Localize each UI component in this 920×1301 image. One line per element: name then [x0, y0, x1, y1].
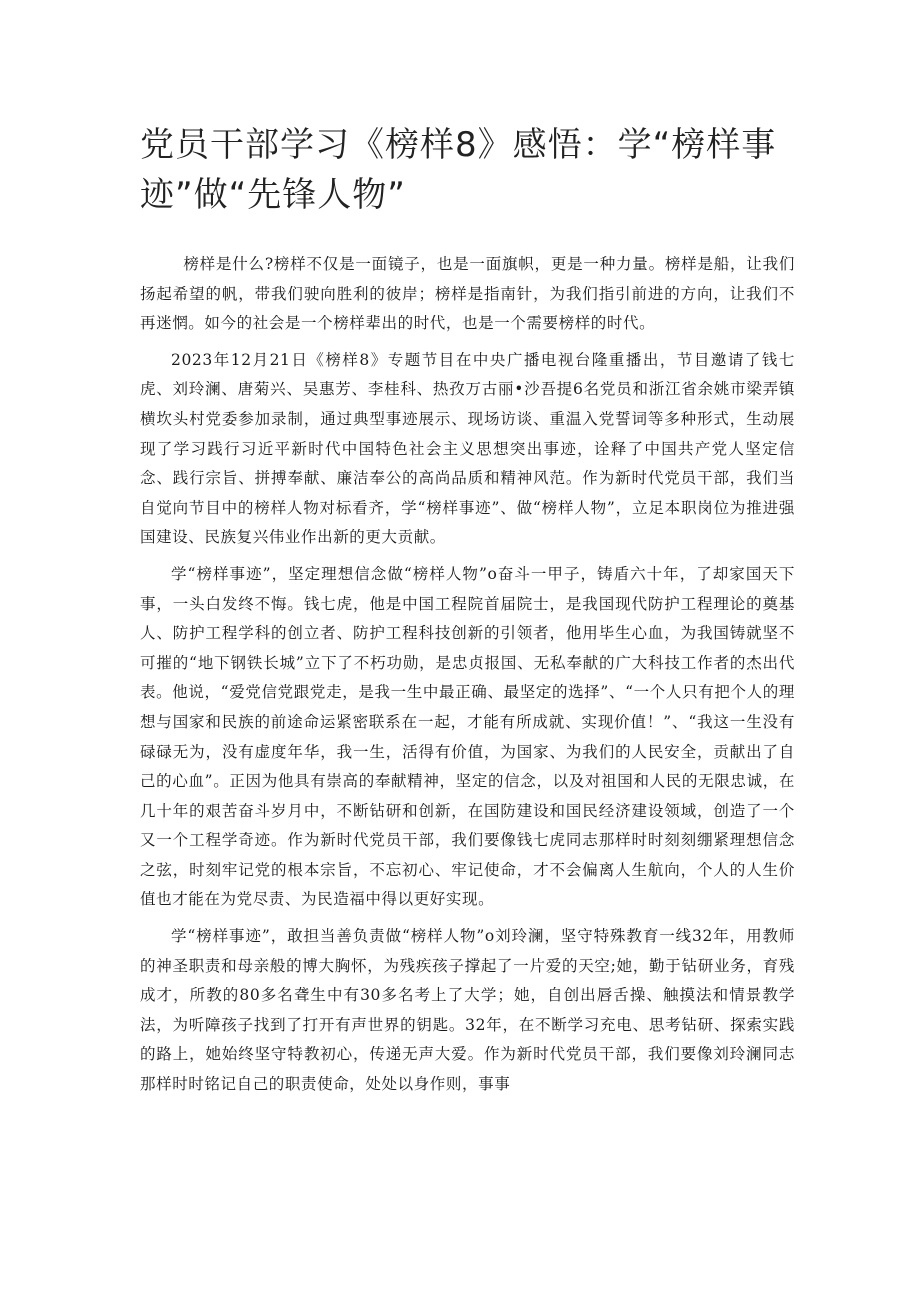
paragraph-liu-linglan: 学“榜样事迹”，敢担当善负责做“榜样人物”o刘玲澜，坚守特殊教育一线32年，用教师的神圣职责和母亲般的博大胸怀，为残疾孩子撑起了一片爱的天空;她，勤于钻研业务，育残成才，所教的80多名聋生中有30多名考上了大学；她，自创出唇舌操、触摸法和情景教学法，为听障孩子找到了打开有声世界的钥匙。32年，在不断学习充电、思考钻研、探索实践的路上，她始终坚守特教初心，传递无声大爱。作为新时代党员干部，我们要像刘玲澜同志那样时时铭记自己的职责使命，处处以身作则，事事 [140, 927, 795, 1094]
document-title: 党员干部学习《榜样8》感悟：学“榜样事迹”做“先锋人物” [140, 125, 777, 215]
paragraph-intro: 榜样是什么?榜样不仅是一面镜子，也是一面旗帜，更是一种力量。榜样是船，让我们扬起希望的帆，带我们驶向胜利的彼岸；榜样是指南针，为我们指引前进的方向，让我们不再迷惘。如今的社会是一个榜样辈出的时代，也是一个需要榜样的时代。 [140, 255, 795, 333]
document-page [140, 120, 795, 1107]
paragraph-program: 2023年12月21日《榜样8》专题节目在中央广播电视台隆重播出，节目邀请了钱七虎、刘玲澜、唐菊兴、吴惠芳、李桂科、热孜万古丽•沙吾提6名党员和浙江省余姚市梁弄镇横坎头村党委参加录制，通过典型事迹展示、现场访谈、重温入党誓词等多种形式，生动展现了学习践行习近平新时代中国特色社会主义思想突出事迹，诠释了中国共产党人坚定信念、践行宗旨、拼搏奉献、廉洁奉公的高尚品质和精神风范。作为新时代党员干部，我们当自觉向节目中的榜样人物对标看齐，学“榜样事迹”、做“榜样人物”，立足本职岗位为推进强国建设、民族复兴伟业作出新的更大贡献。 [140, 350, 795, 547]
paragraph-qian-qihu: 学“榜样事迹”，坚定理想信念做“榜样人物”o奋斗一甲子，铸盾六十年，了却家国天下事，一头白发终不悔。钱七虎，他是中国工程院首届院士，是我国现代防护工程理论的奠基人、防护工程学科的创立者、防护工程科技创新的引领者，他用毕生心血，为我国铸就坚不可摧的“地下钢铁长城”立下了不朽功勋，是忠贞报国、无私奉献的广大科技工作者的杰出代表。他说，“爱党信党跟党走，是我一生中最正确、最坚定的选择”、“一个人只有把个人的理想与国家和民族的前途命运紧密联系在一起，才能有所成就、实现价值！”、“我这一生没有碌碌无为，没有虚度年华，我一生，活得有价值，为国家、为我们的人民安全，贡献出了自己的心血”。正因为他具有崇高的奉献精神，坚定的信念，以及对祖国和人民的无限忠诚，在几十年的艰苦奋斗岁月中，不断钻研和创新，在国防建设和国民经济建设领域，创造了一个又一个工程学奇迹。作为新时代党员干部，我们要像钱七虎同志那样时时刻刻绷紧理想信念之弦，时刻牢记党的根本宗旨，不忘初心、牢记使命，才不会偏离人生航向，个人的人生价值也才能在为党尽责、为民造福中得以更好实现。 [140, 564, 795, 909]
